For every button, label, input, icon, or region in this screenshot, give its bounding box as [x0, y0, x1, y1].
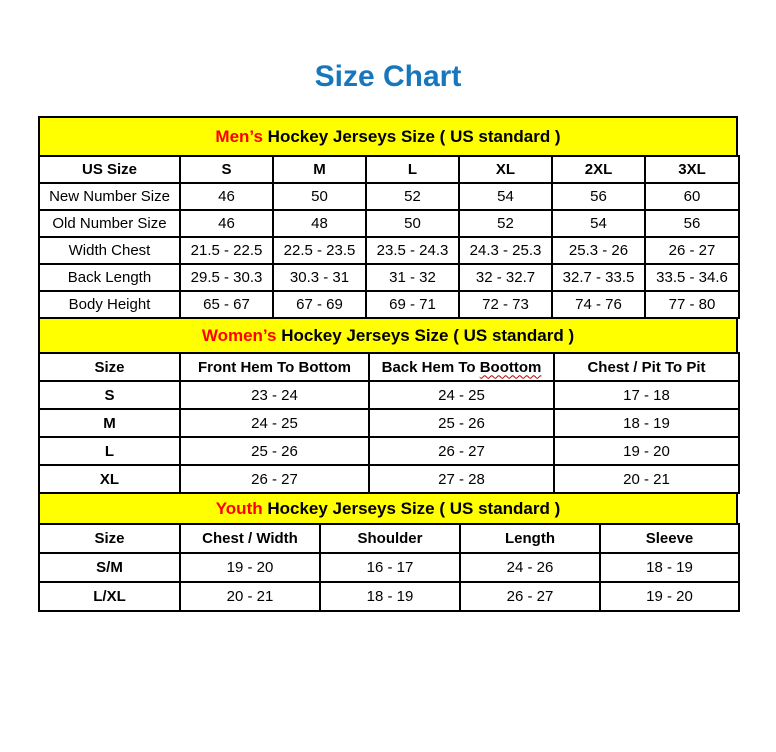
- size-chart: [38, 116, 738, 612]
- table-row: [39, 409, 739, 437]
- womens-banner-text: Hockey Jerseys Size ( US standard ): [276, 325, 575, 345]
- value-cell: 25 - 26: [180, 437, 369, 465]
- value-cell: 54: [552, 210, 645, 237]
- youth-section-banner: [38, 492, 738, 525]
- header-cell: [369, 353, 554, 381]
- womens-size-table: [38, 352, 740, 494]
- value-cell: 31 - 32: [366, 264, 459, 291]
- value-cell: 52: [366, 183, 459, 210]
- header-cell: Shoulder: [320, 524, 460, 553]
- page-title: Size Chart: [314, 60, 462, 93]
- table-row: [39, 582, 739, 611]
- value-cell: 21.5 - 22.5: [180, 237, 273, 264]
- youth-banner-text: Hockey Jerseys Size ( US standard ): [262, 498, 561, 518]
- value-cell: 60: [645, 183, 739, 210]
- value-cell: 65 - 67: [180, 291, 273, 318]
- header-cell: Chest / Pit To Pit: [554, 353, 739, 381]
- row-label: Old Number Size: [39, 210, 180, 237]
- row-label: L/XL: [39, 582, 180, 611]
- womens-section-banner: [38, 317, 738, 354]
- value-cell: 46: [180, 183, 273, 210]
- value-cell: 54: [459, 183, 552, 210]
- value-cell: 25.3 - 26: [552, 237, 645, 264]
- value-cell: 23 - 24: [180, 381, 369, 409]
- row-label: S: [39, 381, 180, 409]
- header-text: Back Hem To: [381, 358, 480, 376]
- row-label: L: [39, 437, 180, 465]
- value-cell: 16 - 17: [320, 553, 460, 582]
- value-cell: 77 - 80: [645, 291, 739, 318]
- value-cell: 24 - 25: [180, 409, 369, 437]
- table-row: [39, 210, 739, 237]
- value-cell: 32.7 - 33.5: [552, 264, 645, 291]
- value-cell: 18 - 19: [320, 582, 460, 611]
- womens-banner-highlight: Women’s: [201, 325, 277, 345]
- value-cell: 26 - 27: [180, 465, 369, 493]
- value-cell: 24 - 26: [460, 553, 600, 582]
- header-cell: Sleeve: [600, 524, 739, 553]
- value-cell: 18 - 19: [554, 409, 739, 437]
- header-cell: 3XL: [645, 156, 739, 183]
- table-header-row: [39, 524, 739, 553]
- value-cell: 52: [459, 210, 552, 237]
- row-label: Back Length: [39, 264, 180, 291]
- header-cell: M: [273, 156, 366, 183]
- table-row: [39, 291, 739, 318]
- value-cell: 25 - 26: [369, 409, 554, 437]
- value-cell: 67 - 69: [273, 291, 366, 318]
- value-cell: 74 - 76: [552, 291, 645, 318]
- row-label: Body Height: [39, 291, 180, 318]
- value-cell: 30.3 - 31: [273, 264, 366, 291]
- header-cell: Size: [39, 524, 180, 553]
- value-cell: 27 - 28: [369, 465, 554, 493]
- header-cell: XL: [459, 156, 552, 183]
- row-label: New Number Size: [39, 183, 180, 210]
- row-label: XL: [39, 465, 180, 493]
- value-cell: 20 - 21: [554, 465, 739, 493]
- value-cell: 29.5 - 30.3: [180, 264, 273, 291]
- table-row: [39, 264, 739, 291]
- value-cell: 26 - 27: [460, 582, 600, 611]
- value-cell: 32 - 32.7: [459, 264, 552, 291]
- table-row: [39, 553, 739, 582]
- misspelled-word: Boottom: [479, 358, 542, 376]
- header-cell: Size: [39, 353, 180, 381]
- value-cell: 56: [552, 183, 645, 210]
- value-cell: 24.3 - 25.3: [459, 237, 552, 264]
- value-cell: 72 - 73: [459, 291, 552, 318]
- value-cell: 19 - 20: [180, 553, 320, 582]
- table-header-row: [39, 353, 739, 381]
- row-label: S/M: [39, 553, 180, 582]
- header-cell: Length: [460, 524, 600, 553]
- table-row: [39, 381, 739, 409]
- mens-size-table: [38, 155, 740, 319]
- value-cell: 17 - 18: [554, 381, 739, 409]
- table-row: [39, 465, 739, 493]
- value-cell: 50: [366, 210, 459, 237]
- value-cell: 18 - 19: [600, 553, 739, 582]
- table-row: [39, 183, 739, 210]
- value-cell: 56: [645, 210, 739, 237]
- mens-banner-highlight: Men’s: [215, 126, 263, 146]
- value-cell: 19 - 20: [554, 437, 739, 465]
- value-cell: 33.5 - 34.6: [645, 264, 739, 291]
- row-label: Width Chest: [39, 237, 180, 264]
- value-cell: 26 - 27: [645, 237, 739, 264]
- header-cell: S: [180, 156, 273, 183]
- value-cell: 22.5 - 23.5: [273, 237, 366, 264]
- table-header-row: [39, 156, 739, 183]
- value-cell: 48: [273, 210, 366, 237]
- value-cell: 23.5 - 24.3: [366, 237, 459, 264]
- value-cell: 19 - 20: [600, 582, 739, 611]
- value-cell: 69 - 71: [366, 291, 459, 318]
- header-cell: L: [366, 156, 459, 183]
- table-row: [39, 237, 739, 264]
- row-label: M: [39, 409, 180, 437]
- mens-banner-text: Hockey Jerseys Size ( US standard ): [262, 126, 561, 146]
- header-cell: Front Hem To Bottom: [180, 353, 369, 381]
- youth-size-table: [38, 523, 740, 612]
- table-row: [39, 437, 739, 465]
- mens-section-banner: [38, 116, 738, 157]
- value-cell: 46: [180, 210, 273, 237]
- value-cell: 50: [273, 183, 366, 210]
- header-cell: Chest / Width: [180, 524, 320, 553]
- youth-banner-highlight: Youth: [215, 498, 263, 518]
- value-cell: 20 - 21: [180, 582, 320, 611]
- header-cell: 2XL: [552, 156, 645, 183]
- value-cell: 24 - 25: [369, 381, 554, 409]
- value-cell: 26 - 27: [369, 437, 554, 465]
- header-cell: US Size: [39, 156, 180, 183]
